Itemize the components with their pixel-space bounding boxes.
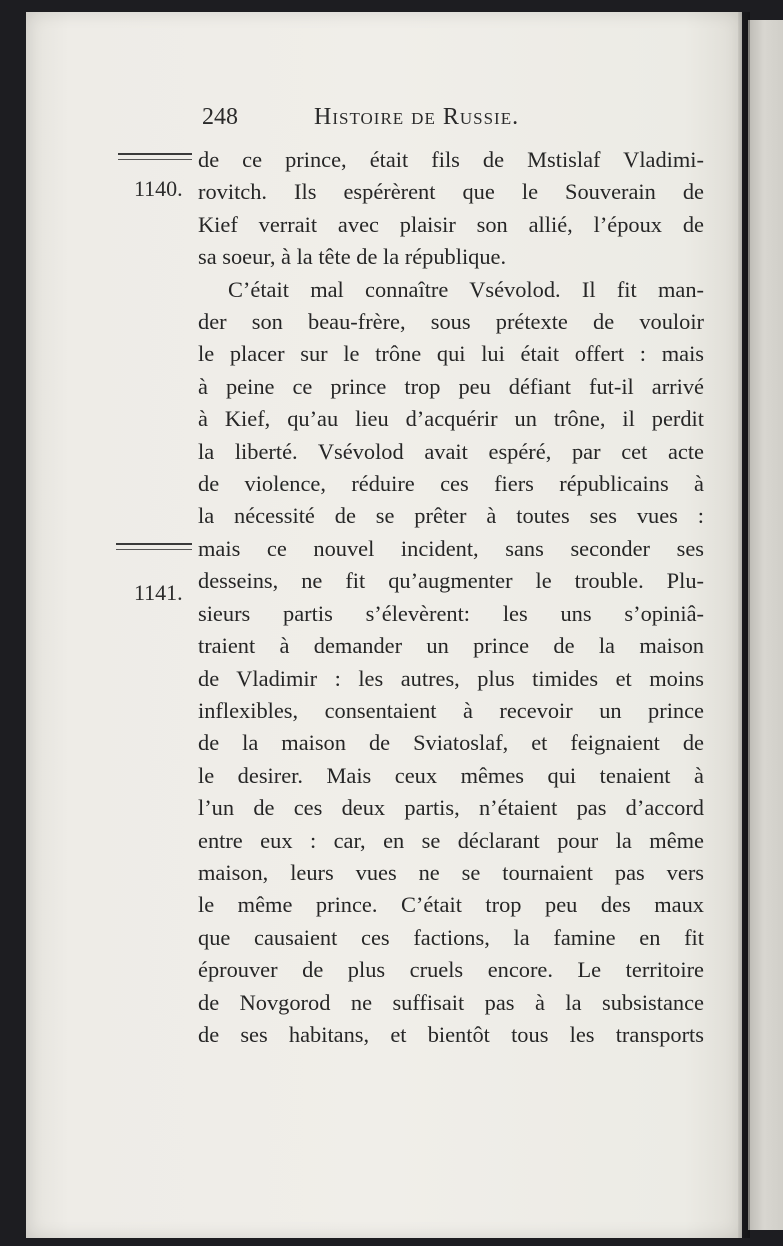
text-line: la nécessité de se prêter à toutes ses vues : bbox=[198, 503, 704, 529]
text-line: le même prince. C’était trop peu des maux bbox=[198, 892, 704, 918]
text-line: inflexibles, consentaient à recevoir un prince bbox=[198, 697, 704, 723]
text-line: de Vladimir : les autres, plus timides et moins bbox=[198, 665, 704, 691]
text-line: desseins, ne fit qu’augmenter le trouble. Plu- bbox=[198, 568, 704, 594]
text-line: éprouver de plus cruels encore. Le territoire bbox=[198, 957, 704, 983]
page-number: 248 bbox=[202, 104, 238, 130]
margin-rule-1 bbox=[118, 153, 192, 155]
text-line-paragraph-end: sa soeur, à la tête de la république. bbox=[198, 244, 507, 270]
text-line: de ce prince, était fils de Mstislaf Vladimi- bbox=[198, 147, 704, 172]
text-line: maison, leurs vues ne se tournaient pas vers bbox=[198, 859, 704, 885]
text-line: de Novgorod ne suffisait pas à la subsistance bbox=[198, 989, 704, 1015]
text-line: à Kief, qu’au lieu d’acquérir un trône, il perdit bbox=[198, 406, 704, 432]
body-text bbox=[198, 144, 704, 1051]
text-line: rovitch. Ils espérèrent que le Souverain de bbox=[198, 179, 704, 205]
text-line: l’un de ces deux partis, n’étaient pas d’accord bbox=[198, 795, 704, 821]
adjacent-page-edge bbox=[748, 20, 783, 1230]
margin-year-1141: 1141. bbox=[134, 580, 183, 605]
text-line: sieurs partis s’élevèrent: les uns s’opiniâ- bbox=[198, 600, 704, 626]
text-line: traient à demander un prince de la maison bbox=[198, 633, 704, 659]
book-page bbox=[26, 12, 742, 1238]
text-line: mais ce nouvel incident, sans seconder ses bbox=[198, 535, 704, 561]
running-title: Histoire de Russie. bbox=[314, 104, 520, 130]
page-header bbox=[26, 104, 742, 144]
text-line: de violence, réduire ces fiers républicains à bbox=[198, 471, 704, 497]
text-line: le placer sur le trône qui lui était offert : mais bbox=[198, 341, 704, 367]
text-line: à peine ce prince trop peu défiant fut-il arrivé bbox=[198, 373, 704, 399]
text-line-paragraph-start: C’était mal connaître Vsévolod. Il fit man- bbox=[228, 276, 704, 302]
margin-rule-2 bbox=[116, 543, 192, 545]
text-line: Kief verrait avec plaisir son allié, l’époux de bbox=[198, 211, 704, 237]
text-line: der son beau-frère, sous prétexte de vouloir bbox=[198, 309, 704, 335]
text-line: de ses habitans, et bientôt tous les transports bbox=[198, 1021, 704, 1047]
text-line: la liberté. Vsévolod avait espéré, par cet acte bbox=[198, 438, 704, 464]
text-line: entre eux : car, en se déclarant pour la même bbox=[198, 827, 704, 853]
text-line: le desirer. Mais ceux mêmes qui tenaient à bbox=[198, 762, 704, 788]
gutter-shadow bbox=[738, 12, 750, 1238]
text-line: que causaient ces factions, la famine en fit bbox=[198, 924, 704, 950]
text-line: de la maison de Sviatoslaf, et feignaient de bbox=[198, 730, 704, 756]
margin-year-1140: 1140. bbox=[134, 176, 183, 201]
